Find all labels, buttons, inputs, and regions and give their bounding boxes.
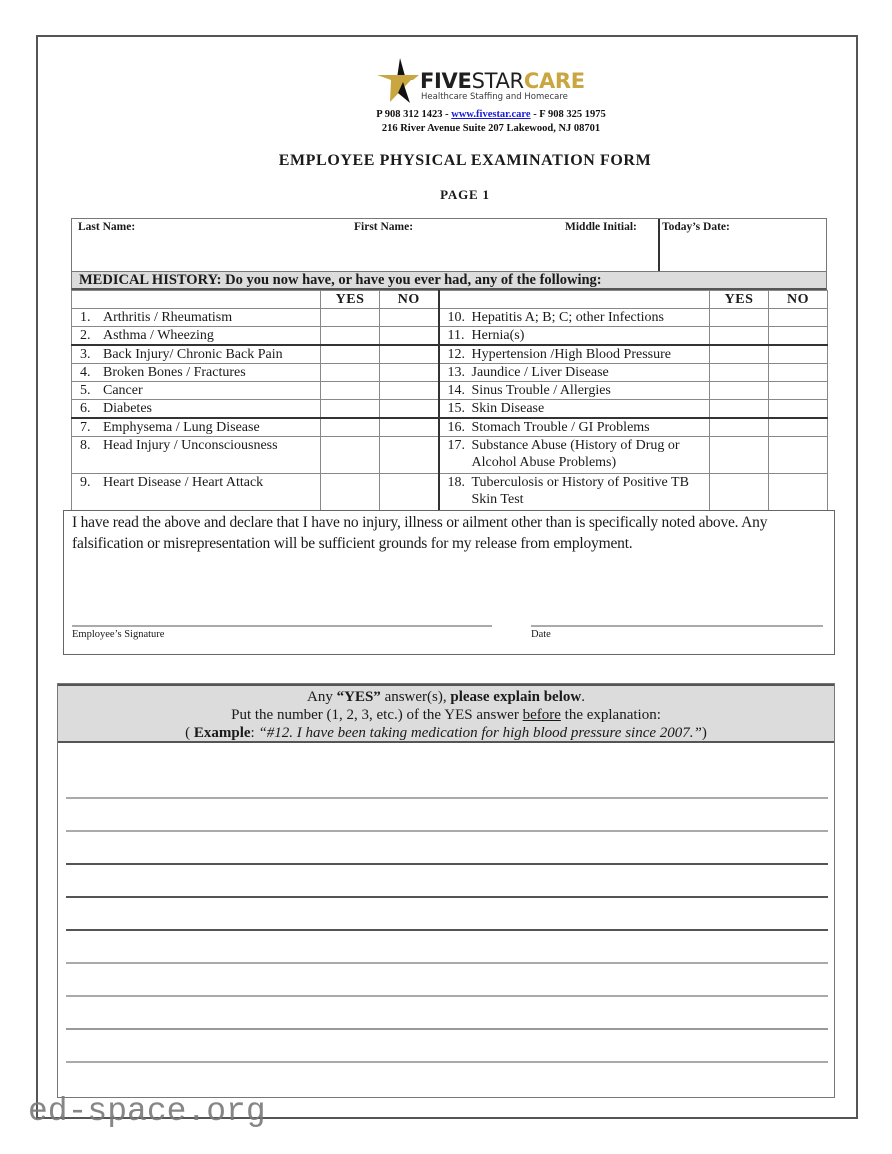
no-header: NO — [769, 291, 828, 309]
explanation-line-6[interactable] — [66, 962, 828, 964]
text: the explanation: — [560, 707, 661, 723]
contact-line — [45, 109, 892, 120]
condition-label: Hepatitis A; B; C; other Infections — [471, 310, 664, 325]
brand-name — [420, 70, 585, 92]
company-logo — [377, 58, 587, 108]
condition-number: 13. — [447, 365, 465, 380]
explanation-line-2[interactable] — [66, 830, 828, 832]
brand-tagline: Healthcare Staffing and Homecare — [421, 92, 568, 102]
yes-checkbox-1[interactable] — [321, 309, 380, 327]
condition-label: Emphysema / Lung Disease — [103, 420, 260, 435]
yes-checkbox-12[interactable] — [710, 345, 769, 364]
no-checkbox-12[interactable] — [769, 345, 828, 364]
condition-number: 5. — [80, 383, 91, 398]
yes-checkbox-4[interactable] — [321, 364, 380, 382]
explanation-line-3[interactable] — [66, 863, 828, 865]
explanation-line-9[interactable] — [66, 1061, 828, 1063]
no-checkbox-15[interactable] — [769, 400, 828, 419]
condition-label: Broken Bones / Fractures — [103, 365, 246, 380]
text: ) — [701, 725, 707, 741]
page-label: PAGE 1 — [440, 187, 490, 202]
condition-number: 10. — [447, 310, 465, 325]
instruction-line-2 — [58, 706, 834, 724]
table-row — [72, 364, 828, 382]
form-title: EMPLOYEE PHYSICAL EXAMINATION FORM — [278, 152, 652, 169]
explanation-instructions — [58, 684, 834, 743]
first-name-field[interactable]: First Name: — [354, 221, 414, 233]
condition-number: 15. — [447, 401, 465, 416]
condition-number: 12. — [447, 347, 465, 362]
yes-checkbox-18[interactable] — [710, 474, 769, 511]
condition-number: 16. — [447, 420, 465, 435]
yes-checkbox-11[interactable] — [710, 327, 769, 346]
condition-number: 14. — [447, 383, 465, 398]
yes-emphasis: “YES” — [336, 689, 381, 705]
table-row — [72, 382, 828, 400]
yes-checkbox-2[interactable] — [321, 327, 380, 346]
condition-label: Sinus Trouble / Allergies — [471, 383, 611, 398]
no-checkbox-3[interactable] — [380, 345, 439, 364]
header-blank — [72, 291, 321, 309]
explain-emphasis: please explain below — [450, 689, 582, 705]
condition-number: 8. — [80, 438, 91, 453]
date-field[interactable] — [531, 625, 823, 627]
divider — [658, 219, 660, 273]
table-row — [72, 418, 828, 437]
no-checkbox-18[interactable] — [769, 474, 828, 511]
table-row — [72, 345, 828, 364]
signature-field[interactable] — [72, 625, 492, 627]
yes-checkbox-3[interactable] — [321, 345, 380, 364]
explanation-line-5[interactable] — [66, 929, 828, 931]
table-row — [72, 437, 828, 474]
instruction-line-1 — [58, 688, 834, 706]
table-row — [72, 327, 828, 346]
yes-checkbox-9[interactable] — [321, 474, 380, 511]
yes-checkbox-5[interactable] — [321, 382, 380, 400]
condition-number: 3. — [80, 347, 91, 362]
no-checkbox-2[interactable] — [380, 327, 439, 346]
address: 216 River Avenue Suite 207 Lakewood, NJ 08701 — [381, 123, 601, 134]
yes-checkbox-13[interactable] — [710, 364, 769, 382]
condition-label: Heart Disease / Heart Attack — [103, 475, 264, 490]
condition-number: 7. — [80, 420, 91, 435]
todays-date-field[interactable]: Today’s Date: — [662, 221, 730, 233]
explanation-line-1[interactable] — [66, 797, 828, 799]
medical-history-header: MEDICAL HISTORY: Do you now have, or have you ever had, any of the following: — [71, 271, 827, 290]
yes-checkbox-16[interactable] — [710, 418, 769, 437]
table-row — [72, 400, 828, 419]
condition-number: 1. — [80, 310, 91, 325]
condition-label: Arthritis / Rheumatism — [103, 310, 233, 325]
instruction-line-3 — [58, 724, 834, 742]
declaration-text: I have read the above and declare that I have no injury, illness or ailment other than is specifically noted above. Any falsification or misrepresentation will be sufficient grounds for my release from employment. — [72, 514, 768, 552]
watermark: ed-space.org — [28, 1093, 266, 1130]
explanation-box — [57, 683, 835, 1098]
no-checkbox-1[interactable] — [380, 309, 439, 327]
date-label: Date — [531, 629, 551, 640]
condition-number: 18. — [447, 475, 465, 490]
no-checkbox-17[interactable] — [769, 437, 828, 474]
yes-header: YES — [710, 291, 769, 309]
yes-checkbox-10[interactable] — [710, 309, 769, 327]
star-icon — [377, 58, 419, 104]
no-checkbox-5[interactable] — [380, 382, 439, 400]
yes-checkbox-7[interactable] — [321, 418, 380, 437]
no-checkbox-4[interactable] — [380, 364, 439, 382]
condition-label: Stomach Trouble / GI Problems — [471, 420, 650, 435]
condition-label: Diabetes — [103, 401, 152, 416]
condition-number: 17. — [447, 438, 465, 453]
table-row — [72, 474, 828, 511]
signature-label: Employee’s Signature — [72, 629, 165, 640]
condition-label: Tuberculosis or History of Positive TB Skin Test — [471, 475, 689, 507]
condition-number: 2. — [80, 328, 91, 343]
no-checkbox-11[interactable] — [769, 327, 828, 346]
no-header: NO — [380, 291, 439, 309]
condition-label: Cancer — [103, 383, 143, 398]
text: ( — [185, 725, 194, 741]
table-header-row — [72, 291, 828, 309]
no-checkbox-14[interactable] — [769, 382, 828, 400]
brand-care: CARE — [523, 69, 585, 93]
fax-number: - F 908 325 1975 — [530, 109, 606, 120]
header-blank — [439, 291, 710, 309]
explanation-line-7[interactable] — [66, 995, 828, 997]
no-checkbox-7[interactable] — [380, 418, 439, 437]
yes-checkbox-15[interactable] — [710, 400, 769, 419]
name-fields — [71, 218, 827, 272]
table-row — [72, 309, 828, 327]
text: Put the number (1, 2, 3, etc.) of the YES answer — [231, 707, 523, 723]
no-checkbox-9[interactable] — [380, 474, 439, 511]
text: answer(s), — [380, 689, 451, 705]
condition-label: Hypertension /High Blood Pressure — [471, 347, 671, 362]
website-link[interactable]: www.fivestar.care — [451, 109, 531, 120]
condition-number: 6. — [80, 401, 91, 416]
yes-checkbox-14[interactable] — [710, 382, 769, 400]
no-checkbox-10[interactable] — [769, 309, 828, 327]
text: : — [250, 725, 259, 741]
condition-number: 11. — [447, 328, 465, 343]
no-checkbox-13[interactable] — [769, 364, 828, 382]
brand-star: STAR — [471, 69, 524, 93]
text: Any — [307, 689, 337, 705]
no-checkbox-8[interactable] — [380, 437, 439, 474]
condition-label: Asthma / Wheezing — [103, 328, 214, 343]
yes-checkbox-17[interactable] — [710, 437, 769, 474]
condition-number: 4. — [80, 365, 91, 380]
explanation-line-4[interactable] — [66, 896, 828, 898]
phone-number: P 908 312 1423 - — [376, 109, 452, 120]
condition-label: Hernia(s) — [471, 328, 525, 343]
example-text: “#12. I have been taking medication for high blood pressure since 2007.” — [258, 725, 702, 741]
condition-label: Head Injury / Unconsciousness — [103, 438, 278, 453]
brand-five: FIVE — [420, 69, 472, 93]
condition-number: 9. — [80, 475, 91, 490]
middle-initial-field[interactable]: Middle Initial: — [565, 221, 637, 233]
last-name-field[interactable]: Last Name: — [78, 221, 136, 233]
before-emphasis: before — [522, 707, 561, 723]
condition-label: Back Injury/ Chronic Back Pain — [103, 347, 283, 362]
yes-header: YES — [321, 291, 380, 309]
no-checkbox-6[interactable] — [380, 400, 439, 419]
yes-checkbox-6[interactable] — [321, 400, 380, 419]
explanation-line-8[interactable] — [66, 1028, 828, 1030]
example-label: Example — [193, 725, 251, 741]
declaration-box — [63, 510, 835, 655]
no-checkbox-16[interactable] — [769, 418, 828, 437]
condition-label: Substance Abuse (History of Drug or Alcohol Abuse Problems) — [471, 438, 680, 470]
medical-history-table — [71, 290, 828, 511]
yes-checkbox-8[interactable] — [321, 437, 380, 474]
condition-label: Jaundice / Liver Disease — [471, 365, 609, 380]
text: . — [581, 689, 585, 705]
condition-label: Skin Disease — [471, 401, 545, 416]
